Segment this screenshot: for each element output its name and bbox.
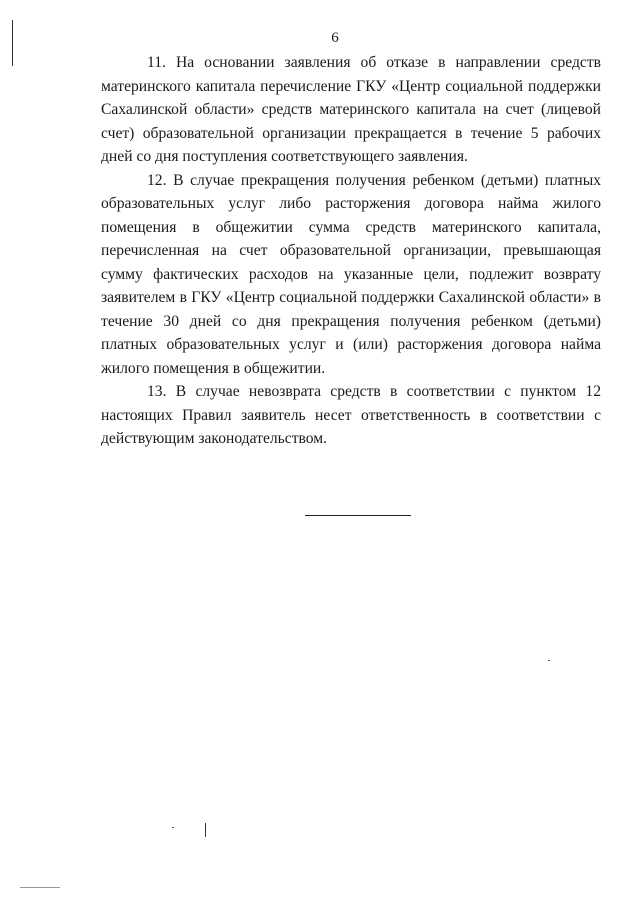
scan-speck [172, 827, 174, 828]
page-number: 6 [331, 30, 339, 46]
scan-speck [20, 887, 60, 888]
scan-mark [205, 823, 206, 837]
scan-speck [548, 660, 550, 661]
end-of-document-rule [305, 515, 411, 516]
paragraph-13: 13. В случае невозврата средств в соответствии с пунктом 12 настоящих Правил заявитель несет ответственность в соответствии с действующим законодательством. [101, 383, 601, 447]
paragraph-12: 12. В случае прекращения получения ребенком (детьми) платных образовательных услуг либо расторжения договора найма жилого помещения в общежитии сумма средств материнского капитала, перечисленная на счет образовательной организации, превышающая сумму фактических расходов на указанные цели, подлежит возврату заявителем в ГКУ «Центр социальной поддержки Сахалинской области» в течение 30 дней со дня прекращения получения ребенком (детьми) платных образовательных услуг и (или) расторжения договора найма жилого помещения в общежитии. [101, 171, 601, 377]
paragraph-11: 11. На основании заявления об отказе в направлении средств материнского капитала перечисление ГКУ «Центр социальной поддержки Сахалинской области» средств материнского капитала на счет (лицевой счет) образовательной организации прекращается в течение 5 рабочих дней со дня поступления соответствующего заявления. [101, 54, 601, 165]
document-body [101, 51, 601, 451]
